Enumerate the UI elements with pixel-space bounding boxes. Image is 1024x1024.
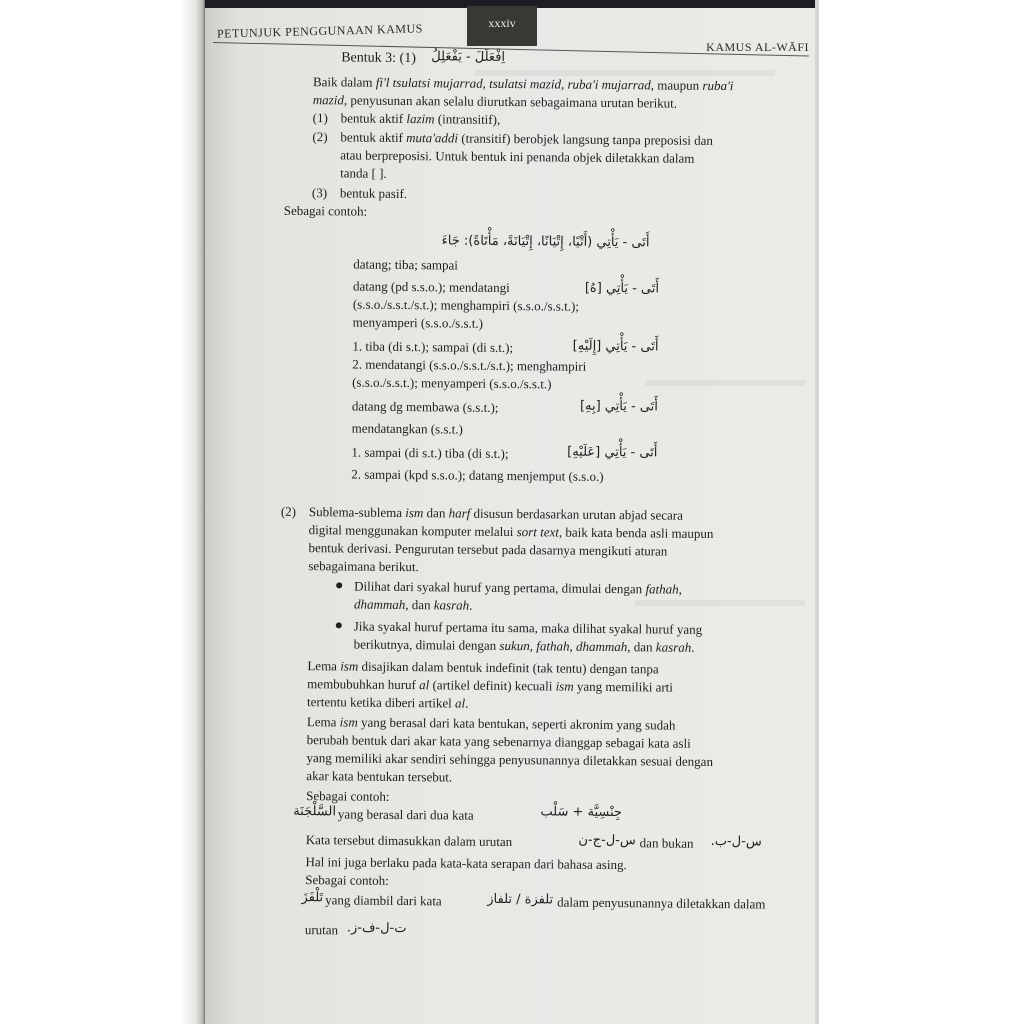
text-run: membubuhkan huruf [307,676,420,693]
section-2-number: (2) [280,503,297,519]
lema-1-line-1 [307,658,658,677]
italic-term: ruba'i [702,77,734,94]
bullet-dot [336,582,342,588]
sense-1: datang; tiba; sampai [353,256,459,273]
text-run: Sublema-sublema [308,504,406,521]
section-title-arabic: اِفْعَلَلَ - يَفْعَلِلُ [431,49,506,65]
lema-2-line-4: akar kata bentukan tersebut. [306,768,453,785]
section-title [341,50,416,67]
text-run: yang berasal dari kata bentukan, seperti akronim yang sudah [357,714,676,733]
text-run: dan [423,505,449,521]
running-head-right: KAMUS AL-WĀFI [706,40,809,54]
italic-term: dhammah [353,596,406,613]
text-run: (transitif) berobjek langsung tanpa preposisi dan [458,130,714,148]
italic-term: lazim [406,111,435,127]
text-run: , dan [627,639,656,655]
lema-1-line-3 [307,694,469,712]
italic-term: al [419,677,430,693]
text-run: . [691,639,695,655]
example-2-line-5-text: urutan [304,922,339,938]
italic-term: muta'addi [406,130,459,146]
sense-5: 1. tiba (di s.t.); sampai (di s.t.); [352,338,514,356]
bullet-2-line-2 [354,637,695,656]
order-item-3-number: (3) [311,185,328,201]
running-head-left: PETUNJUK PENGGUNAAN KAMUS [216,21,423,41]
example-2-loan-root-arabic: ت-ل-ف-ز. [346,920,407,937]
text-run: digital menggunakan komputer melalui [308,522,517,540]
order-item-2-number: (2) [312,129,328,145]
section-2-line-3: bentuk derivasi. Pengurutan tersebut pada dasarnya mengikuti aturan [308,540,668,559]
italic-term: fathah [536,638,570,654]
text-run: . [469,597,473,613]
text-run: , [678,581,683,597]
example-2-root-arabic: س-ل-ج-ن [578,832,636,849]
text-run: tertentu ketika diberi artikel [306,694,456,711]
order-item-1 [341,110,501,128]
example-2-arabic-source: جِنْسِيَّة + سَلْب [540,804,623,821]
italic-term: fi'l tsulatsi mujarrad [375,74,483,91]
italic-term: ism [405,505,424,521]
example-2-loanword-arabic: تَلْفَزَ [301,890,324,906]
italic-term: tsulatsi mazid [489,75,562,92]
text-run: , [569,638,577,654]
example-2-line-4-text: yang diambil dari kata [325,892,442,909]
text-run: (intransitif), [434,111,501,127]
sense-3: (s.s.o./s.s.t./s.t.); menghampiri (s.s.o./s.s.t.); [352,296,579,314]
bullet-2-line-1: Jika syakal huruf pertama itu sama, maka dilihat syakal huruf yang [353,618,703,637]
page-content [205,0,819,1024]
italic-term: harf [448,505,471,521]
text-run: yang memiliki arti [573,678,674,695]
sense-6: 2. mendatangi (s.s.o./s.s.t./s.t.); menghampiri [352,356,587,374]
text-run: , [529,638,537,654]
section-2-line-2 [309,522,714,542]
text-run: bentuk aktif [340,110,407,127]
example-2-line-4-text2: dalam penyusunannya diletakkan dalam [557,894,766,912]
italic-term: ruba'i mujarrad [567,76,651,93]
example-2-heading: Sebagai contoh: [306,788,390,804]
italic-term: mazid [312,92,344,108]
order-item-2-line-1 [340,129,713,149]
intro-line-2 [313,92,677,111]
example-2-wrong-root-arabic: س-ل-ب. [710,833,762,850]
italic-term: ism [339,714,358,730]
bullet-1-line-2 [354,597,473,614]
intro-line-1 [313,74,734,94]
sense-9: mendatangkan (s.s.t.) [351,420,463,437]
italic-term: al [454,695,466,711]
example-headword-arabic: أَتَى - يَأْتِي (أَتْيًا، إِتْيَانًا، إِتْيَانَةً، مَأْتَاةً): جَاءَ [441,233,650,251]
sense-2-arabic: أَتَى - يَأْتِي [هُ] [584,280,660,297]
text-run: disajikan dalam bentuk indefinit (tak tentu) dengan tanpa [358,658,659,677]
lema-2-line-3: yang memiliki akar sendiri sehingga penyusunannya diletakkan sesuai dengan [306,750,714,770]
text-run: disusun berdasarkan urutan abjad secara [470,505,683,523]
text-run: , maupun [650,77,703,93]
text-run: , dan [405,597,434,613]
text-run: Dilihat dari syakal huruf yang pertama, dimulai dengan [354,578,646,597]
page-number: xxxiv [467,6,537,46]
text-run: (artikel definit) kecuali [429,677,556,694]
book-spine-shadow [0,0,205,1024]
text-run: Baik dalam [312,74,376,90]
section-2-line-1 [309,504,683,524]
book-page [205,0,819,1024]
lema-2-line-1 [307,714,676,734]
example-heading: Sebagai contoh: [283,202,368,219]
example-2-line-3: Hal ini juga berlaku pada kata-kata serapan dari bahasa asing. [305,854,627,873]
italic-term: sukun [499,637,530,654]
sense-10-arabic: أَتَى - يَأْتِي [عَلَيْهِ] [567,444,658,461]
sense-8: datang dg membawa (s.s.t.); [351,398,499,415]
sense-2: datang (pd s.s.o.); mendatangi [352,278,510,296]
text-run: . [465,695,469,711]
order-item-1-number: (1) [312,110,328,126]
italic-term: kasrah [433,597,470,613]
sense-7: (s.s.o./s.s.t.); menyamperi (s.s.o./s.s.t.) [352,374,552,392]
section-title-label: Bentuk 3: (1) [341,50,416,67]
example-2-loan-source-arabic: تلفزة / تلفاز [487,891,554,908]
example-2-line-1-text: yang berasal dari dua kata [337,806,474,823]
text-run: Lema [306,714,340,730]
example-2-line-2-text: Kata tersebut dimasukkan dalam urutan [305,832,513,850]
order-item-3: bentuk pasif. [339,185,408,202]
sense-4: menyamperi (s.s.o./s.s.t.) [352,314,484,331]
text-run: , baik kata benda asli maupun [558,524,714,542]
example-2-arabic-word: السَّلْجَنَة [293,803,337,820]
example-2-heading-2: Sebagai contoh: [305,872,389,888]
bullet-dot [336,622,342,628]
order-item-2-line-2: atau berpreposisi. Untuk bentuk ini penanda objek diletakkan dalam [340,147,695,166]
text-run: Lema [307,658,341,674]
text-run: berikutnya, dimulai dengan [353,636,500,653]
italic-term: dhammah [575,638,628,655]
sense-5-arabic: أَتَى - يَأْتِي [إِلَيْهِ] [572,338,659,355]
sense-11: 2. sampai (kpd s.s.o.); datang menjemput (s.s.o.) [351,466,604,484]
text-run: bentuk aktif [340,129,407,146]
text-run: , [560,76,568,92]
sense-8-arabic: أَتَى - يَأْتِي [بِهِ] [579,398,658,415]
text-run: , penyusunan akan selalu diurutkan sebagaimana urutan berikut. [343,92,678,111]
italic-term: ism [340,658,359,674]
italic-term: sort text [516,524,559,540]
lema-2-line-2: berubah bentuk dari akar kata yang sebenarnya dianggap sebagai kata asli [306,732,691,751]
bullet-1-line-1 [354,579,682,598]
sense-10: 1. sampai (di s.t.) tiba (di s.t.); [351,444,509,462]
order-item-2-line-3: tanda [ ]. [340,165,387,181]
lema-1-line-2 [307,676,673,696]
italic-term: ism [555,678,574,694]
section-2-line-4: sebagaimana berikut. [308,558,419,575]
italic-term: fathah [645,581,679,597]
example-2-line-2-text2: dan bukan [639,835,694,851]
italic-term: kasrah [655,639,692,655]
text-run: , [482,75,490,91]
